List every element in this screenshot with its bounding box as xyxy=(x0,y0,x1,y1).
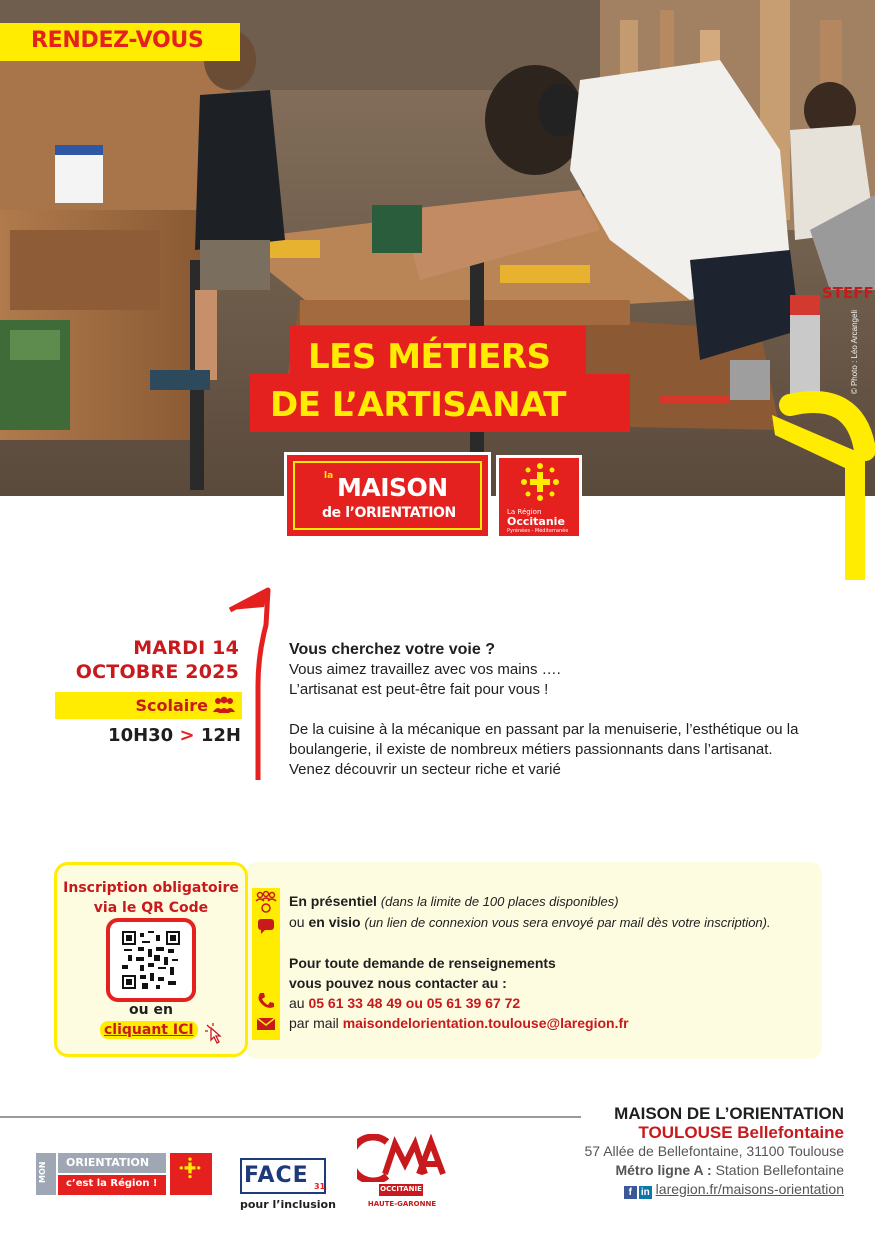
face-sub: pour l’inclusion xyxy=(240,1198,336,1211)
event-time xyxy=(108,725,241,746)
cma-sub2: HAUTE-GARONNE xyxy=(367,1200,437,1208)
time-end: 12H xyxy=(200,725,241,746)
time-start: 10H30 xyxy=(108,725,174,746)
cma-emblem xyxy=(357,1134,447,1182)
info-icon-strip xyxy=(252,888,280,1040)
yellow-arrow-decoration xyxy=(760,330,875,590)
visio-note: (un lien de connexion vous sera envoyé par mail dès votre inscription). xyxy=(364,915,771,930)
region-occitanie-logo xyxy=(496,455,582,539)
footer-org: MAISON DE L’ORIENTATION xyxy=(614,1104,844,1123)
group-people-icon xyxy=(213,696,235,714)
description-paragraph3: Venez découvrir un secteur riche et varié xyxy=(289,761,561,778)
orientation-label: ORIENTATION xyxy=(66,1156,150,1169)
video-chat-icon xyxy=(257,918,275,934)
face-number: 31 xyxy=(314,1182,326,1191)
region-la-label: La Région xyxy=(507,508,542,516)
page-title-line1: LES MÉTIERS xyxy=(308,337,551,377)
presentiel-note: (dans la limite de 100 places disponibles) xyxy=(380,894,619,909)
phone-prefix: au xyxy=(289,995,305,1011)
footer-metro xyxy=(585,1161,844,1180)
face-logo xyxy=(240,1158,336,1214)
red-accent-stroke xyxy=(228,585,278,785)
page-title-line2: DE L’ARTISANAT xyxy=(270,385,566,425)
occitan-cross-icon xyxy=(520,462,560,506)
footer-address xyxy=(585,1104,844,1199)
mon-label: MON xyxy=(38,1161,47,1183)
cma-sub1: OCCITANIE xyxy=(380,1185,422,1193)
footer-web xyxy=(585,1180,844,1199)
cest-region-label: c’est la Région ! xyxy=(66,1178,158,1189)
rendez-vous-badge xyxy=(0,23,240,61)
audience-label: Scolaire xyxy=(135,696,208,715)
face-label: FACE xyxy=(244,1163,309,1188)
description-line2: L’artisanat est peut-être fait pour vous ! xyxy=(289,681,549,698)
phone-numbers[interactable]: 05 61 33 48 49 ou 05 61 39 67 72 xyxy=(308,995,521,1011)
description-question: Vous cherchez votre voie ? xyxy=(289,641,495,658)
event-date-month: OCTOBRE 2025 xyxy=(75,661,239,683)
region-name: Occitanie xyxy=(507,515,565,528)
registration-link[interactable]: cliquant ICI xyxy=(100,1021,198,1039)
footer-city: TOULOUSE Bellefontaine xyxy=(638,1123,844,1142)
presentiel-label: En présentiel xyxy=(289,893,377,909)
visio-label: en visio xyxy=(308,914,361,930)
time-separator: > xyxy=(179,725,195,746)
footer-occitan-cross-icon xyxy=(178,1157,202,1181)
mail-icon xyxy=(256,1016,276,1032)
registration-or-label: ou en xyxy=(129,1002,173,1018)
registration-title-line2: via le QR Code xyxy=(93,900,209,916)
event-description xyxy=(289,640,819,780)
description-paragraph2: De la cuisine à la mécanique en passant par la menuiserie, l’esthétique ou la boulangerie, il existe de nombreux métiers passionnants dans l’artisanat. xyxy=(289,721,799,758)
metro-label: Métro ligne A : xyxy=(615,1162,712,1178)
mail-line xyxy=(289,1013,819,1033)
cursor-click-icon xyxy=(204,1022,224,1044)
description-line1: Vous aimez travaillez avec vos mains …. xyxy=(289,661,561,678)
phone-line xyxy=(289,993,819,1013)
website-link[interactable]: laregion.fr/maisons-orientation xyxy=(655,1181,844,1197)
mail-prefix: par mail xyxy=(289,1015,339,1031)
photo-credit: © Photo : Léo Arcangeli xyxy=(850,310,859,395)
qr-code-pattern xyxy=(122,931,180,989)
logo-la: la xyxy=(324,471,334,481)
footer-street: 57 Allée de Bellefontaine, 31100 Toulouse xyxy=(584,1143,844,1159)
qr-code[interactable] xyxy=(106,918,196,1002)
visio-line xyxy=(289,912,819,933)
event-date-day: MARDI 14 xyxy=(133,637,239,659)
visio-prefix: ou xyxy=(289,914,305,930)
metro-station: Station Bellefontaine xyxy=(715,1162,844,1178)
logo-maison: MAISON xyxy=(337,473,448,502)
linkedin-icon[interactable]: in xyxy=(639,1186,652,1199)
cma-logo xyxy=(357,1134,447,1214)
presentiel-line xyxy=(289,891,819,912)
info-text xyxy=(289,891,819,1033)
mon-orientation-logo xyxy=(36,1153,166,1195)
region-sub: Pyrénées - Méditerranée xyxy=(507,528,569,534)
steff-sign: STEFF xyxy=(822,284,874,302)
badge-label: RENDEZ-VOUS xyxy=(31,28,204,53)
facebook-icon[interactable]: f xyxy=(624,1186,637,1199)
audience-badge xyxy=(55,692,242,719)
registration-title xyxy=(54,878,248,918)
contact-line2: vous pouvez nous contacter au : xyxy=(289,975,507,991)
footer-divider xyxy=(0,1116,581,1118)
people-presentiel-icon xyxy=(255,890,277,914)
phone-icon xyxy=(256,992,276,1010)
logo-orientation: de l’ORIENTATION xyxy=(322,505,456,521)
email-link[interactable]: maisondelorientation.toulouse@laregion.fr xyxy=(342,1015,629,1031)
footer-region-logo xyxy=(170,1153,212,1195)
contact-line1: Pour toute demande de renseignements xyxy=(289,955,556,971)
maison-orientation-logo xyxy=(284,452,491,539)
registration-title-line1: Inscription obligatoire xyxy=(63,880,239,896)
